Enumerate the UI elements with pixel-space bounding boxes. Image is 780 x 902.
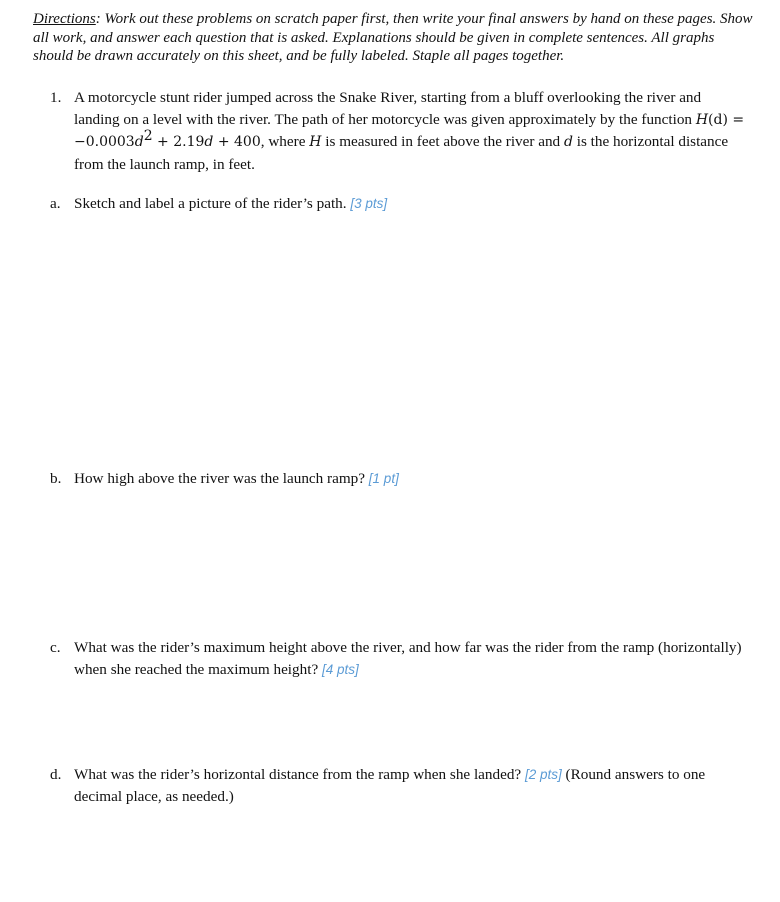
points-badge: [2 pts]	[524, 767, 562, 782]
part-b	[50, 468, 750, 490]
function-argument: (d) = −0.0003	[74, 111, 745, 150]
part-a	[50, 193, 750, 215]
function-linear-term: + 2.19	[152, 134, 205, 150]
points-badge: [1 pt]	[368, 471, 399, 486]
question-number: 1.	[50, 89, 62, 106]
points-badge: [3 pts]	[350, 196, 388, 211]
part-d	[50, 764, 750, 807]
part-letter: d.	[50, 766, 62, 783]
question-conclusion: is the horizontal distance from the launch ramp, in feet.	[74, 133, 729, 173]
part-text	[74, 468, 750, 490]
question-measured: is measured in feet above the river and	[321, 133, 564, 150]
part-text	[74, 637, 750, 680]
function-variable-d-2: d	[204, 134, 214, 150]
variable-d: d	[563, 134, 573, 150]
function-variable-d: d	[134, 134, 144, 150]
function-exponent: 2	[143, 128, 153, 144]
question-1	[50, 87, 750, 175]
question-body	[74, 87, 750, 175]
part-letter: b.	[50, 470, 62, 487]
directions-text: : Work out these problems on scratch paper first, then write your final answers by hand on these pages. Show all work, and answer each question that is asked. Explanations should be given in complete sentences. All graphs should be drawn accurately on this sheet, and be fully labeled. Staple all pages together.	[33, 11, 753, 64]
question-where: , where	[260, 133, 310, 150]
part-prompt: Sketch and label a picture of the rider’s path.	[74, 195, 347, 212]
part-prompt: What was the rider’s maximum height above the river, and how far was the rider from the ramp (horizontally) when she reached the maximum height?	[74, 639, 742, 678]
function-constant: + 400	[213, 134, 261, 150]
part-prompt: How high above the river was the launch ramp?	[74, 470, 365, 487]
part-prompt: What was the rider’s horizontal distance from the ramp when she landed?	[74, 766, 522, 783]
part-letter: c.	[50, 639, 61, 656]
function-name: H	[695, 111, 709, 128]
directions-paragraph	[33, 10, 755, 66]
points-badge: [4 pts]	[321, 661, 359, 677]
part-letter: a.	[50, 195, 61, 212]
part-text	[74, 193, 750, 215]
part-note: (Round answers to one decimal place, as needed.)	[74, 766, 706, 805]
part-text	[74, 764, 750, 807]
directions-label: Directions	[33, 11, 96, 27]
question-intro: A motorcycle stunt rider jumped across the Snake River, starting from a bluff overlooking the river and landing on a level with the river. The path of her motorcycle was given approximately by the function	[74, 89, 702, 128]
variable-h: H	[309, 134, 322, 150]
part-c	[50, 637, 750, 680]
